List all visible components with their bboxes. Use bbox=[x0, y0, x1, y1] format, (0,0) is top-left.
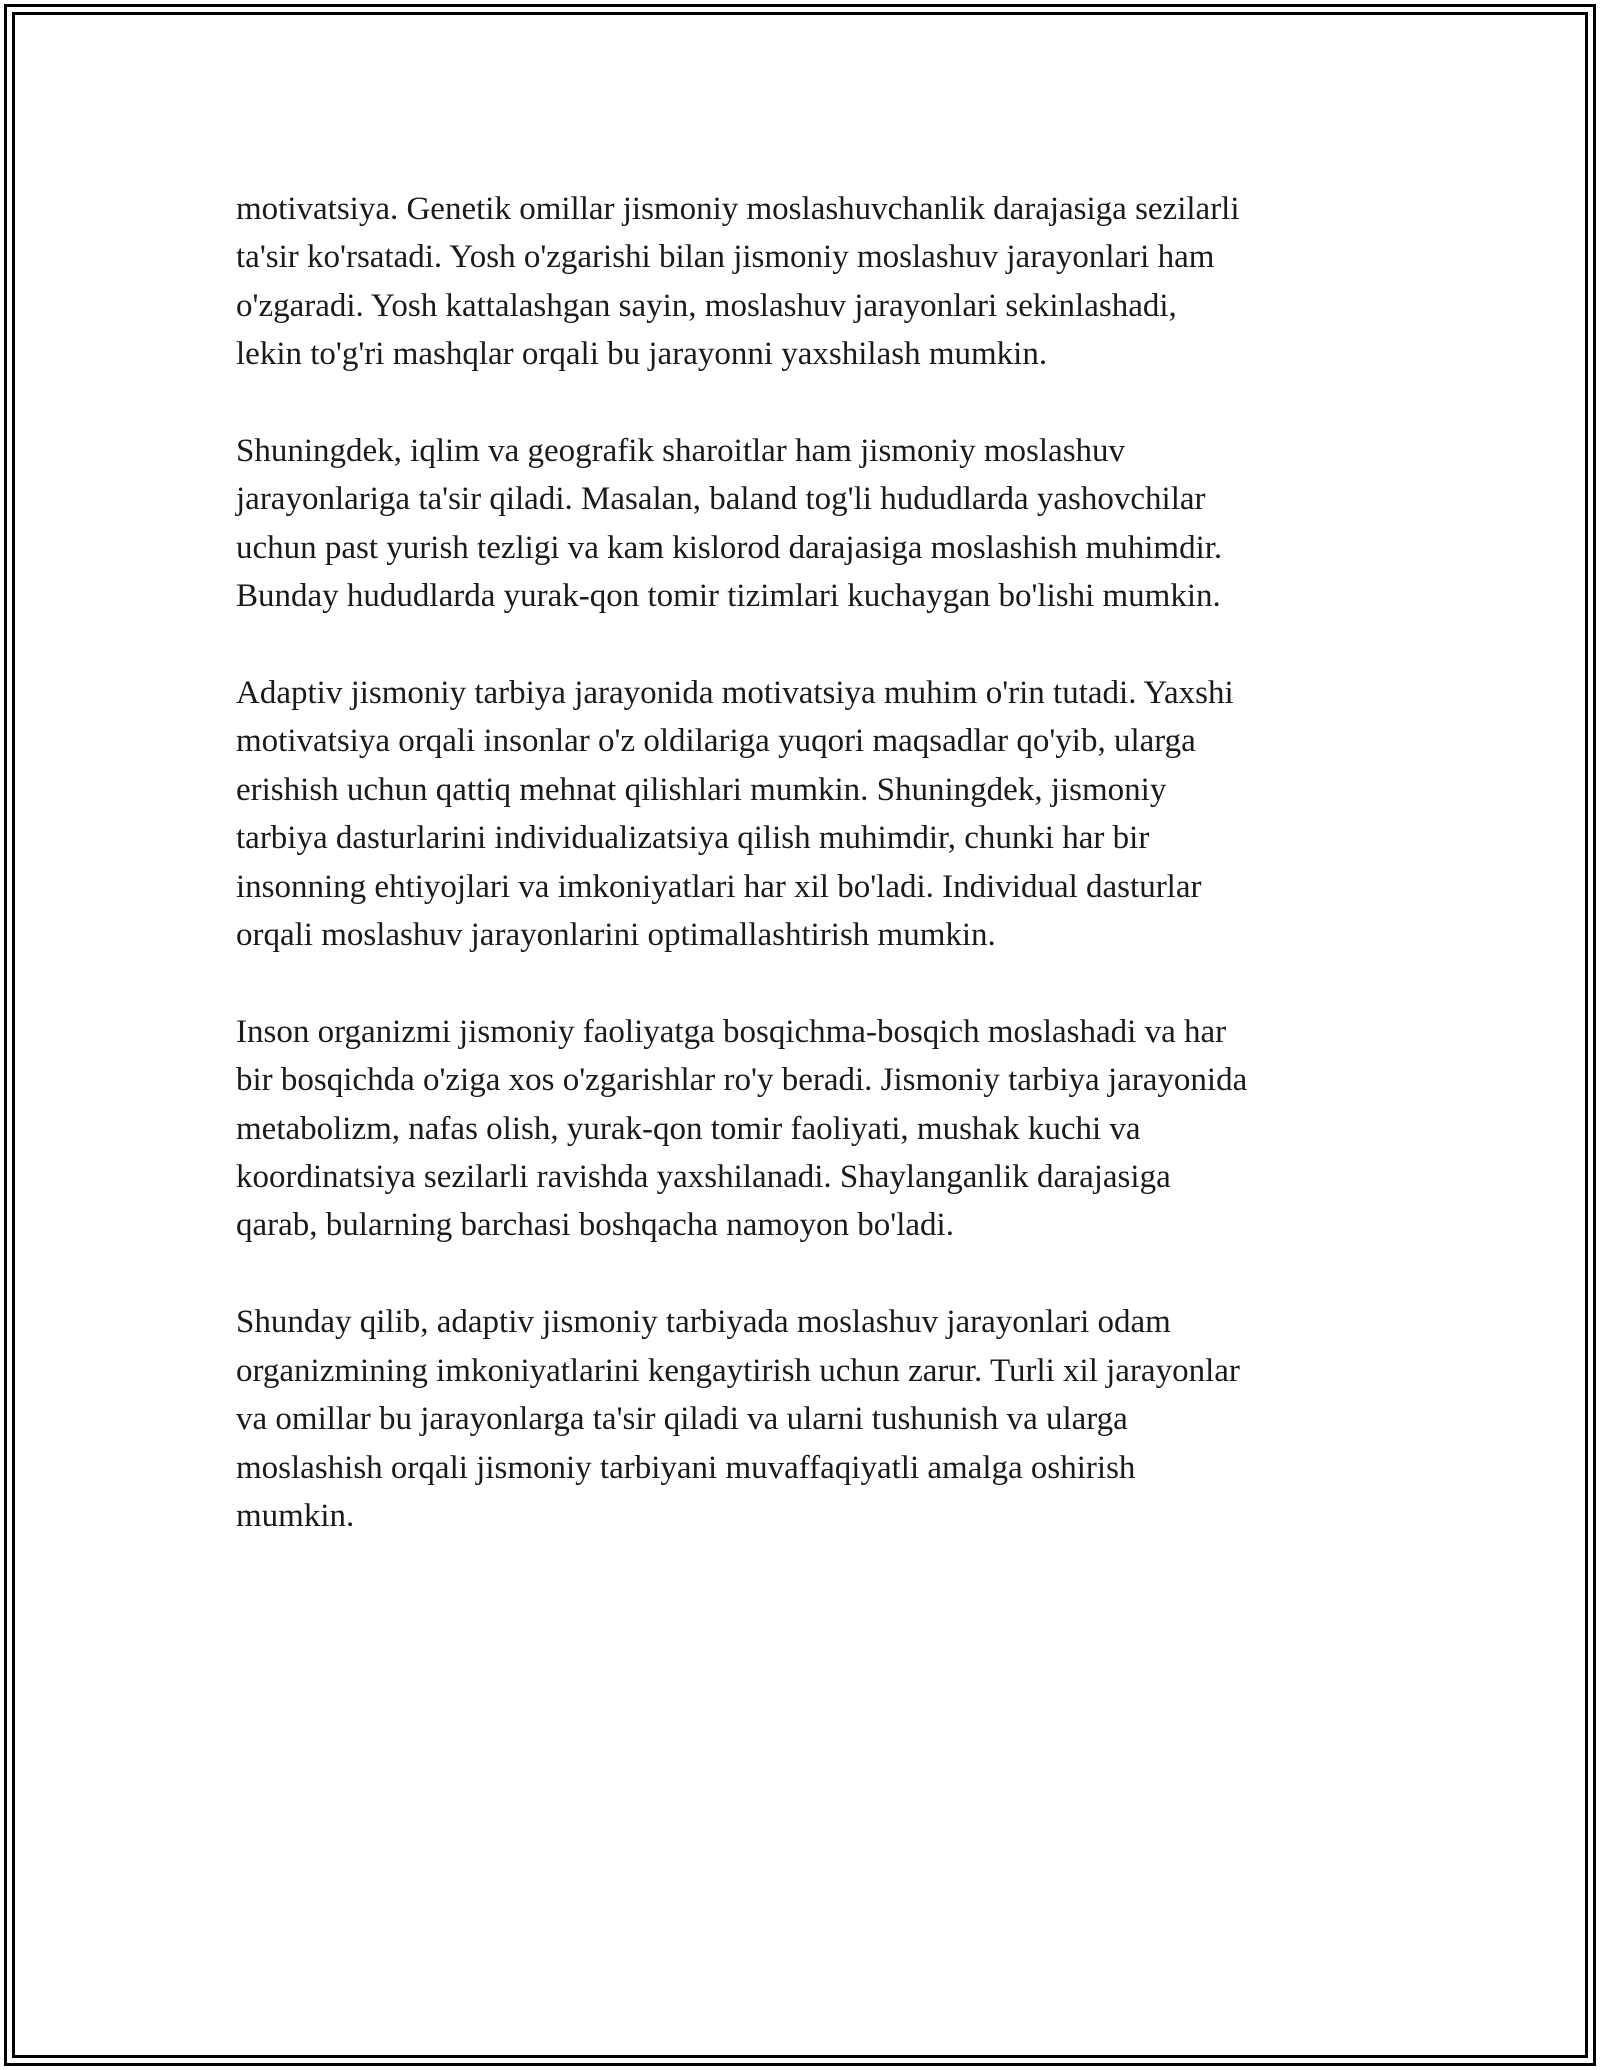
paragraph-3: Adaptiv jismoniy tarbiya jarayonida motivatsiya muhim o'rin tutadi. Yaxshi motivatsiya orqali insonlar o'z oldilariga yuqori maqsadlar qo'yib, ularga erishish uchun qattiq mehnat qilishlari mumkin. Shuningdek, jismoniy tarbiya dasturlarini individualizatsiya qilish muhimdir, chunki har bir insonning ehtiyojlari va imkoniyatlari har xil bo'ladi. Individual dasturlar orqali moslashuv jarayonlarini optimallashtirish mumkin. bbox=[236, 675, 1234, 954]
paragraph-2: Shuningdek, iqlim va geografik sharoitlar ham jismoniy moslashuv jarayonlariga ta'sir qiladi. Masalan, baland tog'li hududlarda yashovchilar uchun past yurish tezligi va kam kislorod darajasiga moslashish muhimdir. Bunday hududlarda yurak-qon tomir tizimlari kuchaygan bo'lishi mumkin. bbox=[236, 433, 1223, 615]
document-body bbox=[236, 185, 1386, 1589]
paragraph-4: Inson organizmi jismoniy faoliyatga bosqichma-bosqich moslashadi va har bir bosqichda o'ziga xos o'zgarishlar ro'y beradi. Jismoniy tarbiya jarayonida metabolizm, nafas olish, yurak-qon tomir faoliyati, mushak kuchi va koordinatsiya sezilarli ravishda yaxshilanadi. Shaylanganlik darajasiga qarab, bularning barchasi boshqacha namoyon bo'ladi. bbox=[236, 1013, 1248, 1244]
paragraph-1: motivatsiya. Genetik omillar jismoniy moslashuvchanlik darajasiga sezilarli ta'sir ko'rsatadi. Yosh o'zgarishi bilan jismoniy moslashuv jarayonlari ham o'zgaradi. Yosh kattalashgan sayin, moslashuv jarayonlari sekinlashadi, lekin to'g'ri mashqlar orqali bu jarayonni yaxshilash mumkin. bbox=[236, 191, 1240, 373]
paragraph-5: Shunday qilib, adaptiv jismoniy tarbiyada moslashuv jarayonlari odam organizmining imkoniyatlarini kengaytirish uchun zarur. Turli xil jarayonlar va omillar bu jarayonlarga ta'sir qiladi va ularni tushunish va ularga moslashish orqali jismoniy tarbiyani muvaffaqiyatli amalga oshirish mumkin. bbox=[236, 1304, 1240, 1534]
